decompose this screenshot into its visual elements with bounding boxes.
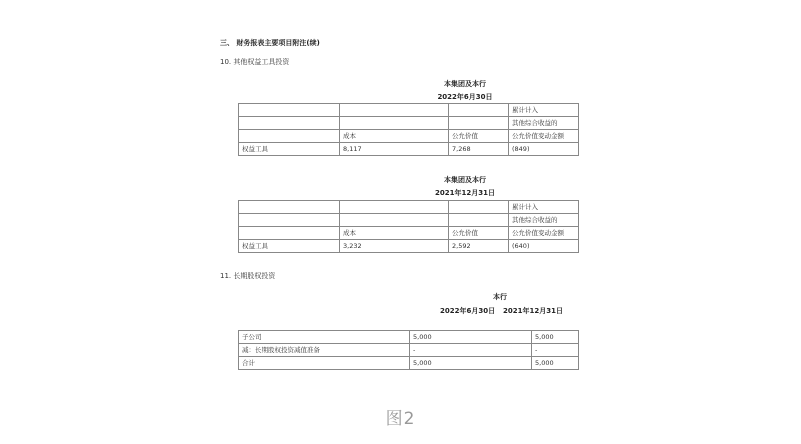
table2: [238, 200, 579, 253]
table2-cost-header: 成本: [340, 227, 449, 240]
table3-value-2022: 5,000: [410, 331, 532, 344]
table2-cum-header-line1: 累计计入: [509, 201, 579, 214]
table2-entity: 本集团及本行: [444, 176, 486, 184]
table-row: [239, 357, 579, 370]
table1-blank: [340, 117, 449, 130]
table2-cost: 3,232: [340, 240, 449, 253]
table3-value-2021: -: [532, 344, 579, 357]
table3-value-2021: 5,000: [532, 357, 579, 370]
table2-cum-header-line2: 其他综合收益的: [509, 214, 579, 227]
table3-row-label: 子公司: [239, 331, 410, 344]
table2-blank: [449, 214, 509, 227]
table3-row-label: 合计: [239, 357, 410, 370]
table2-blank: [449, 201, 509, 214]
table1-cost: 8,117: [340, 143, 449, 156]
table1-cum-header-line1: 累计计入: [509, 104, 579, 117]
table1-cumulative: (849): [509, 143, 579, 156]
table2-date: 2021年12月31日: [435, 189, 495, 197]
table1-entity: 本集团及本行: [444, 80, 486, 88]
table1-blank: [340, 104, 449, 117]
table2-fairvalue-header: 公允价值: [449, 227, 509, 240]
table1-row-label: 权益工具: [239, 143, 340, 156]
table1-cum-header-line2: 其他综合收益的: [509, 117, 579, 130]
table1-fairvalue-header: 公允价值: [449, 130, 509, 143]
note11-title: 11. 长期股权投资: [220, 272, 276, 280]
table1-blank: [449, 117, 509, 130]
table2-blank: [340, 214, 449, 227]
table1-blank: [239, 104, 340, 117]
table2-row-label: 权益工具: [239, 240, 340, 253]
table-row: [239, 331, 579, 344]
table3-date-2022: 2022年6月30日: [440, 307, 496, 315]
table2-blank: [239, 227, 340, 240]
figure-caption: 图2: [385, 409, 416, 429]
table3-row-label: 减：长期股权投资减值准备: [239, 344, 410, 357]
table1-cost-header: 成本: [340, 130, 449, 143]
table3-value-2022: -: [410, 344, 532, 357]
table1-blank: [449, 104, 509, 117]
table2-cum-header-line3: 公允价值变动金额: [509, 227, 579, 240]
table3-entity: 本行: [493, 293, 507, 301]
table3: [238, 330, 579, 370]
table1-blank: [239, 130, 340, 143]
table3-date-2021: 2021年12月31日: [503, 307, 563, 315]
table2-fair-value: 2,592: [449, 240, 509, 253]
table2-blank: [340, 201, 449, 214]
table1-fair-value: 7,268: [449, 143, 509, 156]
table2-blank: [239, 214, 340, 227]
table2-blank: [239, 201, 340, 214]
table2-cumulative: (640): [509, 240, 579, 253]
table3-value-2021: 5,000: [532, 331, 579, 344]
table1-blank: [239, 117, 340, 130]
table-row: [239, 344, 579, 357]
table1: [238, 103, 579, 156]
note10-title: 10. 其他权益工具投资: [220, 58, 290, 66]
section-title: 三、 财务报表主要项目附注(续): [220, 39, 320, 47]
table3-value-2022: 5,000: [410, 357, 532, 370]
table1-date: 2022年6月30日: [437, 93, 493, 101]
table1-cum-header-line3: 公允价值变动金额: [509, 130, 579, 143]
